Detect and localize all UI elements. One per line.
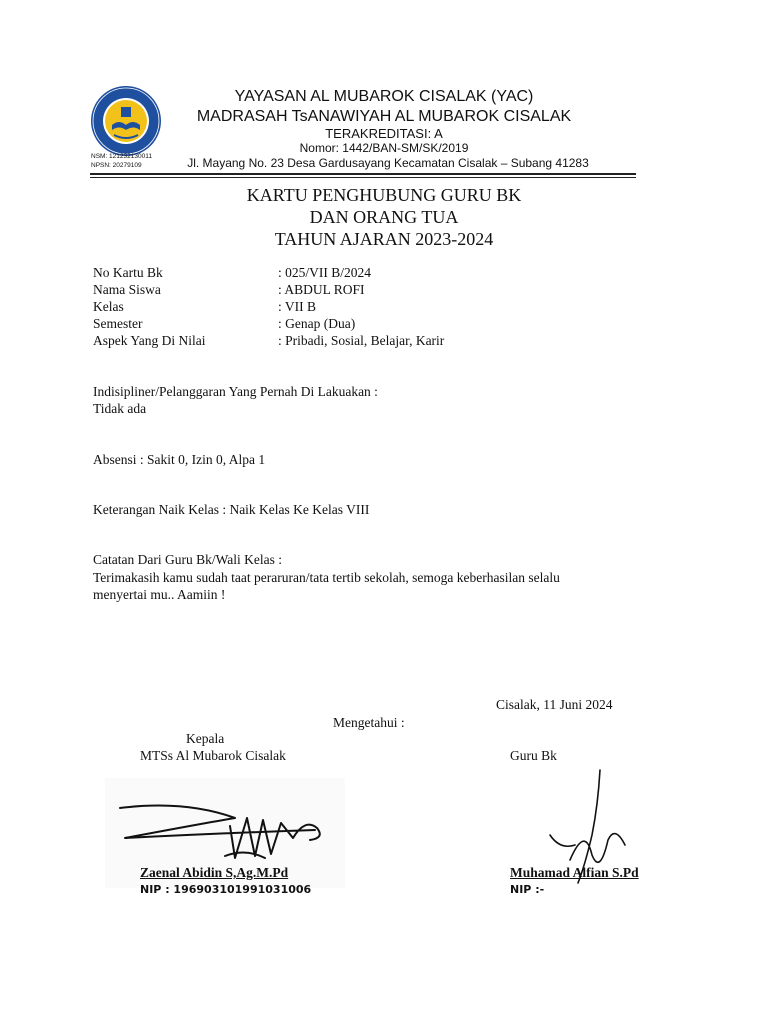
info-value: : VII B [278,299,317,314]
info-label: No Kartu Bk [93,265,163,280]
info-row [93,282,365,299]
violation-value: Tidak ada [93,401,147,416]
info-label: Kelas [93,299,124,314]
info-row [93,316,355,333]
right-signer-nip: NIP :- [510,883,545,896]
place-date: Cisalak, 11 Juni 2024 [496,697,613,712]
school-name: MADRASAH TsANAWIYAH AL MUBAROK CISALAK [196,108,572,125]
notes-line2: menyertai mu.. Aamiin ! [93,587,226,602]
nsm-number: NSM: 121232130011 [91,153,152,160]
accreditation-number: Nomor: 1442/BAN-SM/SK/2019 [299,141,469,155]
left-role-school: MTSs Al Mubarok Cisalak [140,748,286,763]
notes-line1: Terimakasih kamu sudah taat peraruran/tata tertib sekolah, semoga keberhasilan selalu [93,570,560,585]
school-address: Jl. Mayang No. 23 Desa Gardusayang Kecamatan Cisalak – Subang 41283 [187,156,589,170]
left-signer-nip: NIP : 196903101991031006 [140,883,312,896]
right-signer-name: Muhamad Alfian S.Pd [510,865,639,880]
info-value: : Genap (Dua) [278,316,356,331]
accreditation: TERAKREDITASI: A [325,126,443,141]
right-role: Guru Bk [510,748,557,763]
card-title-line1: KARTU PENGHUBUNG GURU BK [246,185,522,205]
card-title-line3: TAHUN AJARAN 2023-2024 [274,229,494,249]
school-logo-icon [90,85,162,157]
info-value: : 025/VII B/2024 [278,265,371,280]
violation-label: Indisipliner/Pelanggaran Yang Pernah Di Lakuakan : [93,384,378,399]
card-title-line2: DAN ORANG TUA [309,207,459,227]
info-row [93,299,316,316]
npsn-number: NPSN: 20279109 [91,162,142,169]
left-role-title: Kepala [186,731,225,746]
notes-label: Catatan Dari Guru Bk/Wali Kelas : [93,552,282,567]
info-label: Semester [93,316,143,331]
info-value: : ABDUL ROFI [278,282,365,297]
info-row [93,333,444,350]
info-label: Aspek Yang Di Nilai [93,333,206,348]
foundation-name: YAYASAN AL MUBAROK CISALAK (YAC) [234,88,534,105]
attendance: Absensi : Sakit 0, Izin 0, Alpa 1 [93,452,266,467]
info-label: Nama Siswa [93,282,161,297]
left-signer-name: Zaenal Abidin S,Ag.M.Pd [140,865,289,880]
promotion-note: Keterangan Naik Kelas : Naik Kelas Ke Kelas VIII [93,502,370,517]
school-logo [90,85,162,157]
info-row [93,265,371,282]
header-divider-thin [90,177,636,178]
header-divider [90,173,636,175]
info-value: : Pribadi, Sosial, Belajar, Karir [278,333,445,348]
acknowledged-label: Mengetahui : [333,715,405,730]
